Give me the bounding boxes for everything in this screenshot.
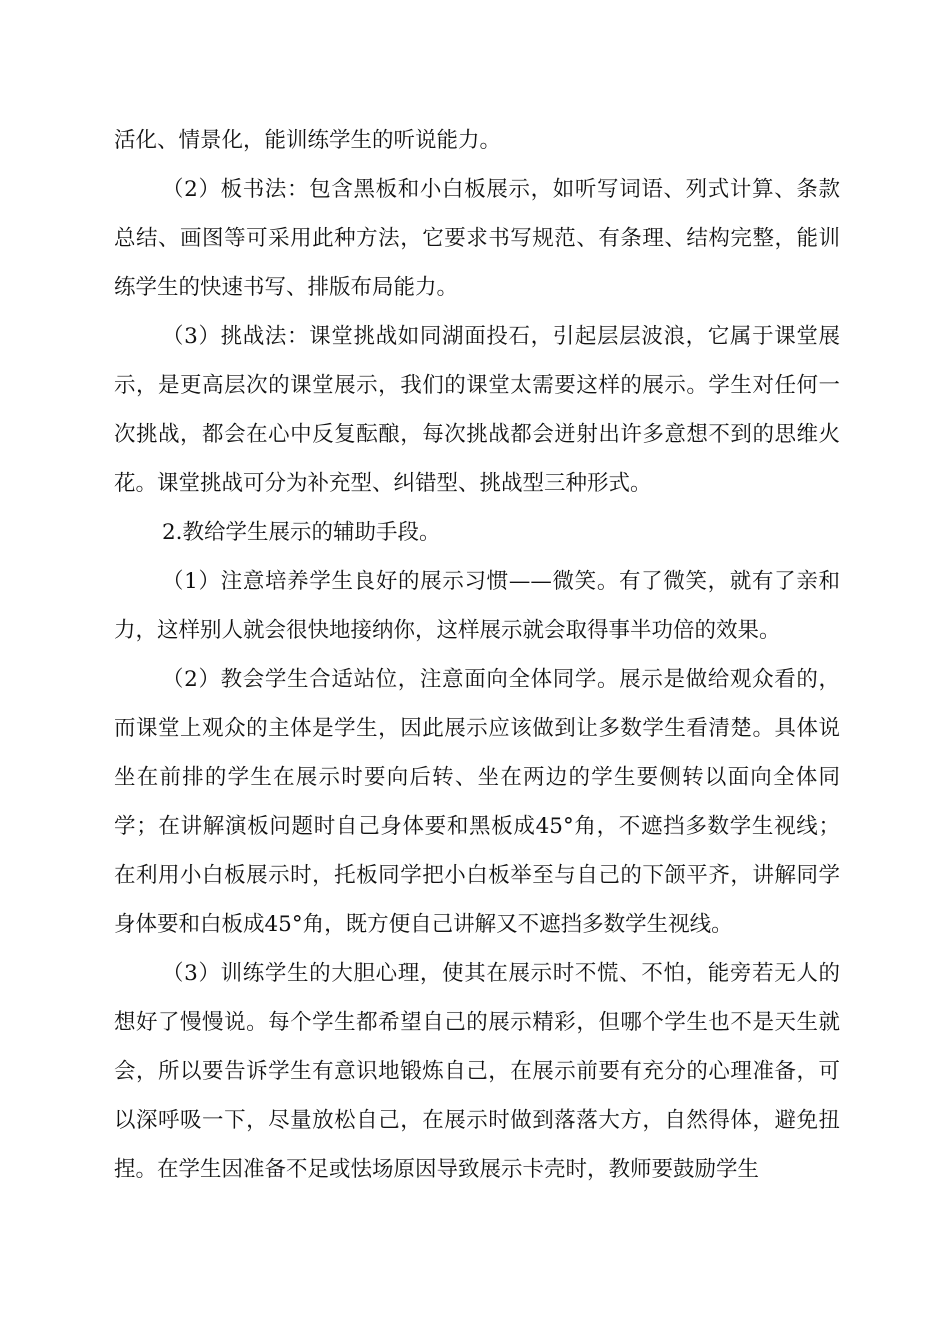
paragraph-bold-mindset: （3）训练学生的大胆心理，使其在展示时不慌、不怕，能旁若无人的想好了慢慢说。每个学生都希望自己的展示精彩，但哪个学生也不是天生就会，所以要告诉学生有意识地锻炼自己，在展示前要有充分的心理准备，可以深呼吸一下，尽量放松自己，在展示时做到落落大方，自然得体，避免扭捏。在学生因准备不足或怯场原因导致展示卡壳时，教师要鼓励学生 bbox=[114, 961, 840, 1182]
section-heading-auxiliary-means: 2.教给学生展示的辅助手段。 bbox=[162, 520, 441, 545]
paragraph-board-writing-method: （2）板书法：包含黑板和小白板展示，如听写词语、列式计算、条款总结、画图等可采用此种方法，它要求书写规范、有条理、结构完整，能训练学生的快速书写、排版布局能力。 bbox=[114, 177, 840, 300]
paragraph-challenge-method: （3）挑战法：课堂挑战如同湖面投石，引起层层波浪，它属于课堂展示，是更高层次的课堂展示，我们的课堂太需要这样的展示。学生对任何一次挑战，都会在心中反复酝酿，每次挑战都会迸射出许多意想不到的思维火花。课堂挑战可分为补充型、纠错型、挑战型三种形式。 bbox=[114, 324, 840, 496]
paragraph-standing-position: （2）教会学生合适站位，注意面向全体同学。展示是做给观众看的，而课堂上观众的主体是学生，因此展示应该做到让多数学生看清楚。具体说坐在前排的学生在展示时要向后转、坐在两边的学生要侧转以面向全体同学；在讲解演板问题时自己身体要和黑板成45°角，不遮挡多数学生视线；在利用小白板展示时，托板同学把小白板举至与自己的下颌平齐，讲解同学身体要和白板成45°角，既方便自己讲解又不遮挡多数学生视线。 bbox=[114, 667, 840, 937]
paragraph-smile-habit: （1）注意培养学生良好的展示习惯——微笑。有了微笑，就有了亲和力，这样别人就会很快地接纳你，这样展示就会取得事半功倍的效果。 bbox=[114, 569, 840, 643]
paragraph-continuation: 活化、情景化，能训练学生的听说能力。 bbox=[114, 128, 502, 153]
document-body bbox=[114, 116, 840, 1194]
